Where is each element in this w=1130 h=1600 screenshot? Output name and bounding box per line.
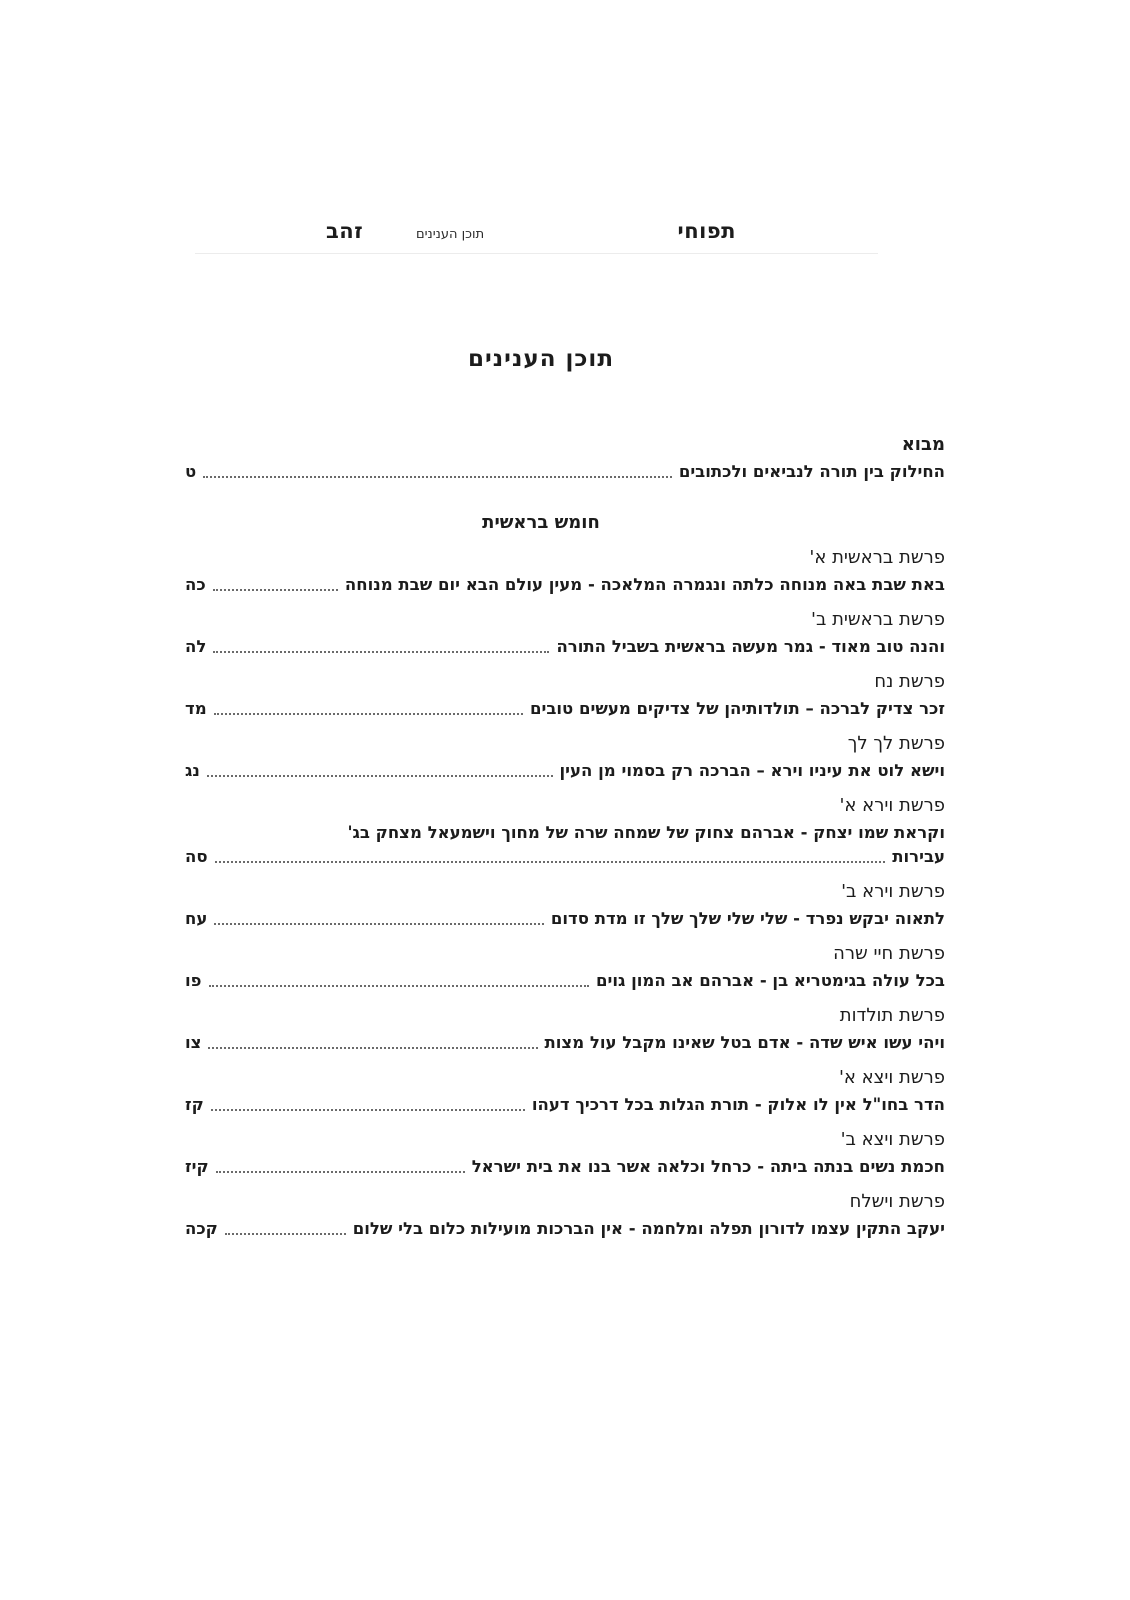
section-heading: פרשת וישלח — [849, 1191, 945, 1212]
entry-row — [185, 1155, 945, 1179]
entry-page-number: קכה — [185, 1219, 218, 1238]
toc-group — [185, 1003, 945, 1055]
entry-page-number: מד — [185, 699, 207, 718]
dot-leader — [208, 1047, 537, 1049]
entry-row — [185, 460, 945, 484]
running-header-section-label: תוכן הענינים — [416, 227, 485, 242]
toc-group — [185, 607, 945, 659]
section-heading: חומש בראשית — [482, 512, 600, 533]
toc-group — [185, 1127, 945, 1179]
entry-page-number: פו — [185, 971, 202, 990]
toc-group — [185, 510, 945, 535]
section-entries — [185, 1093, 945, 1117]
toc-entry — [185, 1093, 945, 1117]
toc-group — [185, 731, 945, 783]
running-header — [195, 216, 878, 254]
toc-entry — [185, 635, 945, 659]
entry-row — [185, 907, 945, 931]
entry-row — [185, 969, 945, 993]
toc-entry — [185, 697, 945, 721]
toc-entry — [185, 1217, 945, 1241]
section-entries — [185, 821, 945, 869]
entry-row — [185, 697, 945, 721]
entry-text: והנה טוב מאוד - גמר מעשה בראשית בשביל התורה — [556, 637, 945, 656]
entry-row — [185, 1031, 945, 1055]
section-entries — [185, 969, 945, 993]
section-heading: פרשת וירא א' — [839, 795, 945, 816]
entry-page-number: קיז — [185, 1157, 209, 1176]
toc-entry — [185, 907, 945, 931]
toc-group — [185, 879, 945, 931]
section-entries — [185, 1031, 945, 1055]
section-entries — [185, 1217, 945, 1241]
entry-page-number: קז — [185, 1095, 204, 1114]
dot-leader — [213, 651, 549, 653]
dot-leader — [211, 1109, 525, 1111]
entry-page-number: צו — [185, 1033, 202, 1052]
entry-text: באת שבת באה מנוחה כלתה ונגמרה המלאכה - מעין עולם הבא יום שבת מנוחה — [344, 575, 945, 594]
section-entries — [185, 573, 945, 597]
entry-page-number: לה — [185, 637, 207, 656]
entry-text: זכר צדיק לברכה – תולדותיהן של צדיקים מעשים טובים — [529, 699, 945, 718]
section-entries — [185, 759, 945, 783]
entry-text: וישא לוט את עיניו וירא – הברכה רק בסמוי מן העין — [559, 761, 945, 780]
entry-text: ויהי עשו איש שדה - אדם בטל שאינו מקבל עול מצות — [544, 1033, 945, 1052]
entry-row — [185, 1093, 945, 1117]
book-title-left-word: זהב — [326, 219, 364, 243]
dot-leader — [214, 713, 523, 715]
toc-entry — [185, 969, 945, 993]
entry-row — [185, 635, 945, 659]
toc-group — [185, 793, 945, 869]
entry-page-number: ט — [185, 462, 197, 481]
section-heading: פרשת וירא ב' — [841, 881, 945, 902]
section-heading: פרשת בראשית ב' — [811, 609, 945, 630]
dot-leader — [215, 861, 886, 863]
entry-row — [185, 759, 945, 783]
entry-text: לתאוה יבקש נפרד - שלי שלי שלך שלך זו מדת סדום — [550, 909, 945, 928]
dot-leader — [216, 1171, 465, 1173]
toc-group — [185, 545, 945, 597]
entry-page-number: סה — [185, 847, 208, 866]
entry-first-line: וקראת שמו יצחק - אברהם צחוק של שמחה שרה של מחוך וישמעאל מצחק בג' — [347, 823, 945, 842]
toc-group — [185, 1189, 945, 1241]
section-heading: פרשת תולדות — [839, 1005, 945, 1026]
book-title-right-word: תפוחי — [677, 219, 736, 243]
toc-group — [185, 669, 945, 721]
section-heading: פרשת ויצא ב' — [840, 1129, 945, 1150]
table-of-contents — [185, 346, 945, 1241]
entry-text: עבירות — [892, 847, 945, 866]
section-heading: פרשת בראשית א' — [809, 547, 945, 568]
toc-group — [185, 432, 945, 484]
toc-entry — [185, 821, 945, 869]
section-heading: פרשת ויצא א' — [838, 1067, 945, 1088]
toc-group — [185, 941, 945, 993]
section-entries — [185, 907, 945, 931]
entry-page-number: עח — [185, 909, 208, 928]
section-heading: פרשת חיי שרה — [833, 943, 945, 964]
entry-row — [185, 845, 945, 869]
entry-text: בכל עולה בגימטריא בן - אברהם אב המון גוים — [595, 971, 945, 990]
section-entries — [185, 460, 945, 484]
toc-entry — [185, 759, 945, 783]
entry-row — [185, 573, 945, 597]
toc-entry — [185, 460, 945, 484]
toc-group — [185, 1065, 945, 1117]
entry-text: הדר בחו"ל אין לו אלוק - תורת הגלות בכל דרכיך דעהו — [531, 1095, 945, 1114]
entry-text: חכמת נשים בנתה ביתה - כרחל וכלאה אשר בנו את בית ישראל — [471, 1157, 945, 1176]
dot-leader — [203, 476, 672, 478]
section-entries — [185, 697, 945, 721]
toc-entry — [185, 1031, 945, 1055]
section-entries — [185, 1155, 945, 1179]
section-heading: מבוא — [901, 434, 945, 455]
dot-leader — [207, 775, 553, 777]
entry-text: יעקב התקין עצמו לדורון תפלה ומלחמה - אין הברכות מועילות כלום בלי שלום — [352, 1219, 945, 1238]
toc-entry — [185, 1155, 945, 1179]
dot-leader — [209, 985, 589, 987]
section-heading: פרשת נח — [874, 671, 945, 692]
page-title: תוכן הענינים — [467, 346, 615, 372]
section-entries — [185, 635, 945, 659]
section-heading: פרשת לך לך — [847, 733, 945, 754]
entry-row — [185, 1217, 945, 1241]
toc-groups — [185, 432, 945, 1241]
toc-entry — [185, 573, 945, 597]
dot-leader — [213, 589, 338, 591]
entry-page-number: כה — [185, 575, 206, 594]
dot-leader — [214, 923, 544, 925]
entry-text: החילוק בין תורה לנביאים ולכתובים — [678, 462, 945, 481]
entry-page-number: נג — [185, 761, 200, 780]
dot-leader — [225, 1233, 346, 1235]
